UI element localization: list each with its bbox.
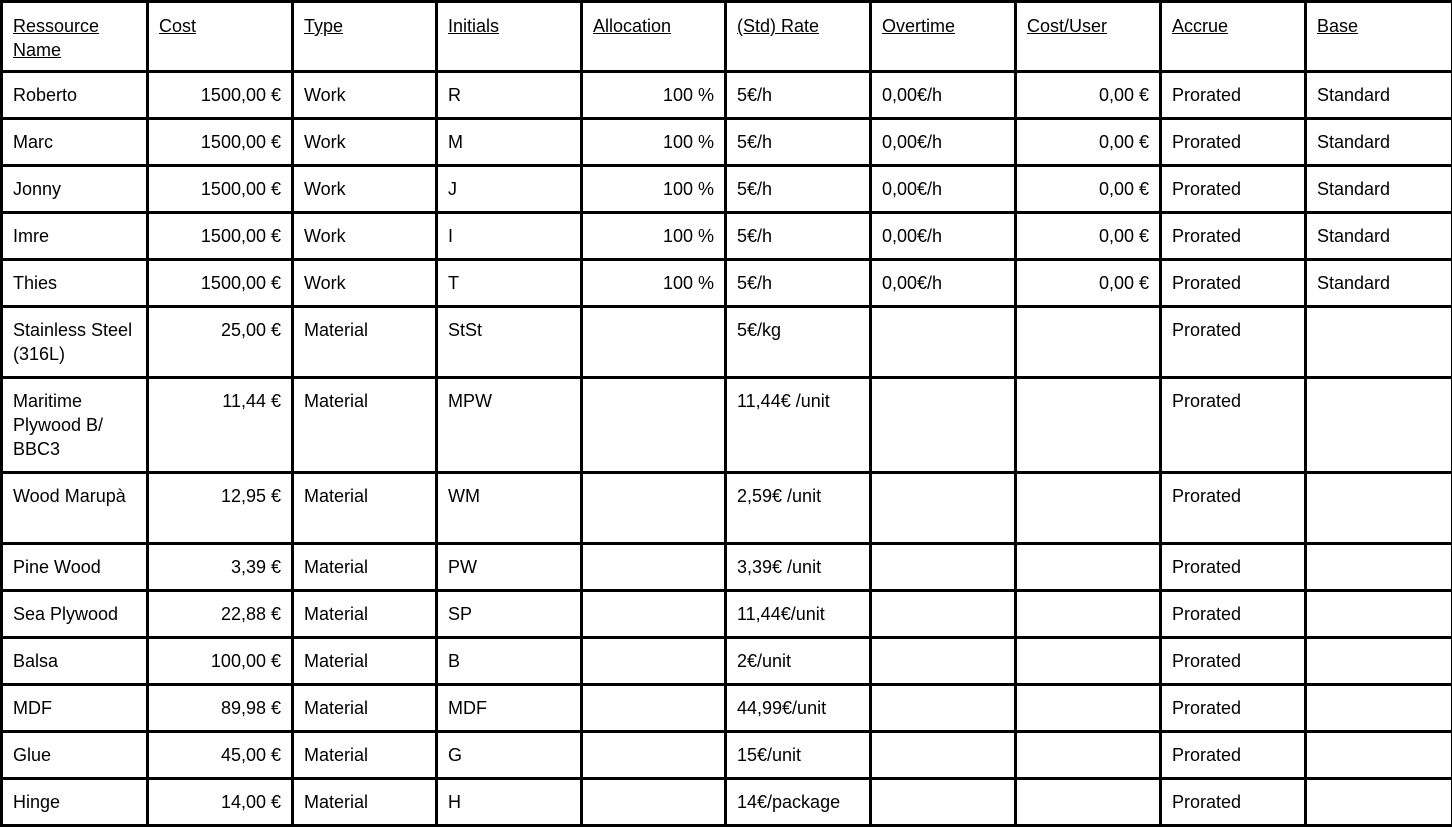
allocation-cell: 100 % [582,72,726,119]
cost-user-cell [1016,685,1161,732]
overtime-cell [871,307,1016,378]
initials-cell: PW [437,544,582,591]
cost-user-cell: 0,00 € [1016,260,1161,307]
accrue-cell: Prorated [1161,378,1306,473]
base-cell: Standard [1306,213,1452,260]
initials-cell: MPW [437,378,582,473]
column-header-std-rate[interactable]: (Std) Rate [726,2,871,72]
resource-name-cell: Jonny [2,166,148,213]
accrue-cell: Prorated [1161,213,1306,260]
resource-name-cell: Sea Plywood [2,591,148,638]
initials-cell: J [437,166,582,213]
rate-cell: 11,44€/unit [726,591,871,638]
initials-cell: T [437,260,582,307]
cost-user-cell [1016,591,1161,638]
resource-name-cell: Glue [2,732,148,779]
allocation-cell [582,591,726,638]
header-row [2,2,1452,72]
resource-name-cell: Marc [2,119,148,166]
accrue-cell: Prorated [1161,260,1306,307]
rate-cell: 2€/unit [726,638,871,685]
rate-cell: 5€/kg [726,307,871,378]
allocation-cell [582,473,726,544]
column-header-accrue[interactable]: Accrue [1161,2,1306,72]
type-cell: Work [293,213,437,260]
accrue-cell: Prorated [1161,544,1306,591]
initials-cell: I [437,213,582,260]
cost-cell: 1500,00 € [148,166,293,213]
overtime-cell: 0,00€/h [871,166,1016,213]
column-header-allocation[interactable]: Allocation [582,2,726,72]
allocation-cell: 100 % [582,119,726,166]
type-cell: Material [293,638,437,685]
resource-name-cell: Hinge [2,779,148,826]
base-cell: Standard [1306,72,1452,119]
table-row [2,638,1452,685]
initials-cell: M [437,119,582,166]
table-row [2,213,1452,260]
cost-user-cell [1016,473,1161,544]
cost-cell: 45,00 € [148,732,293,779]
table-row [2,591,1452,638]
allocation-cell: 100 % [582,213,726,260]
cost-cell: 12,95 € [148,473,293,544]
type-cell: Material [293,473,437,544]
overtime-cell: 0,00€/h [871,72,1016,119]
resource-name-cell: Imre [2,213,148,260]
allocation-cell [582,378,726,473]
initials-cell: B [437,638,582,685]
table-row [2,473,1452,544]
allocation-cell [582,544,726,591]
column-header-base[interactable]: Base [1306,2,1452,72]
table-row [2,779,1452,826]
type-cell: Material [293,544,437,591]
initials-cell: R [437,72,582,119]
allocation-cell: 100 % [582,260,726,307]
type-cell: Material [293,591,437,638]
cost-cell: 89,98 € [148,685,293,732]
cost-cell: 1500,00 € [148,260,293,307]
cost-user-cell: 0,00 € [1016,119,1161,166]
accrue-cell: Prorated [1161,119,1306,166]
column-header-type[interactable]: Type [293,2,437,72]
initials-cell: WM [437,473,582,544]
rate-cell: 15€/unit [726,732,871,779]
overtime-cell: 0,00€/h [871,119,1016,166]
cost-user-cell [1016,307,1161,378]
overtime-cell [871,591,1016,638]
cost-cell: 1500,00 € [148,213,293,260]
overtime-cell [871,638,1016,685]
type-cell: Material [293,732,437,779]
accrue-cell: Prorated [1161,638,1306,685]
resource-name-cell: Stainless Steel (316L) [2,307,148,378]
cost-cell: 1500,00 € [148,119,293,166]
overtime-cell [871,732,1016,779]
resource-name-cell: Maritime Plywood B/ BBC3 [2,378,148,473]
base-cell [1306,732,1452,779]
base-cell [1306,591,1452,638]
overtime-cell: 0,00€/h [871,213,1016,260]
rate-cell: 14€/package [726,779,871,826]
resource-name-cell: Balsa [2,638,148,685]
base-cell [1306,779,1452,826]
base-cell: Standard [1306,260,1452,307]
resource-name-cell: MDF [2,685,148,732]
cost-user-cell [1016,732,1161,779]
table-row [2,166,1452,213]
cost-user-cell [1016,779,1161,826]
allocation-cell [582,307,726,378]
cost-cell: 25,00 € [148,307,293,378]
accrue-cell: Prorated [1161,779,1306,826]
accrue-cell: Prorated [1161,591,1306,638]
type-cell: Material [293,378,437,473]
rate-cell: 11,44€ /unit [726,378,871,473]
type-cell: Work [293,72,437,119]
base-cell [1306,473,1452,544]
type-cell: Work [293,166,437,213]
allocation-cell: 100 % [582,166,726,213]
initials-cell: H [437,779,582,826]
column-header-ressource-name[interactable]: Ressource Name [2,2,148,72]
accrue-cell: Prorated [1161,473,1306,544]
cost-cell: 100,00 € [148,638,293,685]
resource-name-cell: Thies [2,260,148,307]
table-row [2,307,1452,378]
cost-user-cell: 0,00 € [1016,72,1161,119]
rate-cell: 5€/h [726,119,871,166]
cost-cell: 1500,00 € [148,72,293,119]
accrue-cell: Prorated [1161,72,1306,119]
initials-cell: G [437,732,582,779]
allocation-cell [582,732,726,779]
cost-cell: 14,00 € [148,779,293,826]
rate-cell: 5€/h [726,72,871,119]
cost-user-cell [1016,544,1161,591]
overtime-cell [871,685,1016,732]
cost-user-cell: 0,00 € [1016,213,1161,260]
overtime-cell [871,779,1016,826]
base-cell [1306,685,1452,732]
column-header-overtime[interactable]: Overtime [871,2,1016,72]
type-cell: Material [293,307,437,378]
table-row [2,732,1452,779]
resource-name-cell: Wood Marupà [2,473,148,544]
type-cell: Material [293,779,437,826]
type-cell: Material [293,685,437,732]
base-cell [1306,378,1452,473]
base-cell: Standard [1306,166,1452,213]
cost-cell: 3,39 € [148,544,293,591]
rate-cell: 2,59€ /unit [726,473,871,544]
overtime-cell [871,473,1016,544]
resource-name-cell: Pine Wood [2,544,148,591]
table-row [2,685,1452,732]
overtime-cell [871,544,1016,591]
table-row [2,378,1452,473]
base-cell [1306,307,1452,378]
rate-cell: 5€/h [726,213,871,260]
overtime-cell: 0,00€/h [871,260,1016,307]
column-header-cost[interactable]: Cost [148,2,293,72]
allocation-cell [582,685,726,732]
initials-cell: MDF [437,685,582,732]
initials-cell: SP [437,591,582,638]
allocation-cell [582,638,726,685]
table-row [2,72,1452,119]
rate-cell: 44,99€/unit [726,685,871,732]
cost-user-cell [1016,638,1161,685]
table-row [2,260,1452,307]
base-cell [1306,544,1452,591]
resource-name-cell: Roberto [2,72,148,119]
cost-cell: 22,88 € [148,591,293,638]
cost-user-cell [1016,378,1161,473]
table-row [2,544,1452,591]
cost-cell: 11,44 € [148,378,293,473]
type-cell: Work [293,119,437,166]
table-row [2,119,1452,166]
allocation-cell [582,779,726,826]
rate-cell: 5€/h [726,260,871,307]
rate-cell: 3,39€ /unit [726,544,871,591]
overtime-cell [871,378,1016,473]
initials-cell: StSt [437,307,582,378]
accrue-cell: Prorated [1161,307,1306,378]
rate-cell: 5€/h [726,166,871,213]
accrue-cell: Prorated [1161,685,1306,732]
base-cell [1306,638,1452,685]
accrue-cell: Prorated [1161,166,1306,213]
cost-user-cell: 0,00 € [1016,166,1161,213]
type-cell: Work [293,260,437,307]
accrue-cell: Prorated [1161,732,1306,779]
base-cell: Standard [1306,119,1452,166]
column-header-initials[interactable]: Initials [437,2,582,72]
column-header-cost-user[interactable]: Cost/User [1016,2,1161,72]
